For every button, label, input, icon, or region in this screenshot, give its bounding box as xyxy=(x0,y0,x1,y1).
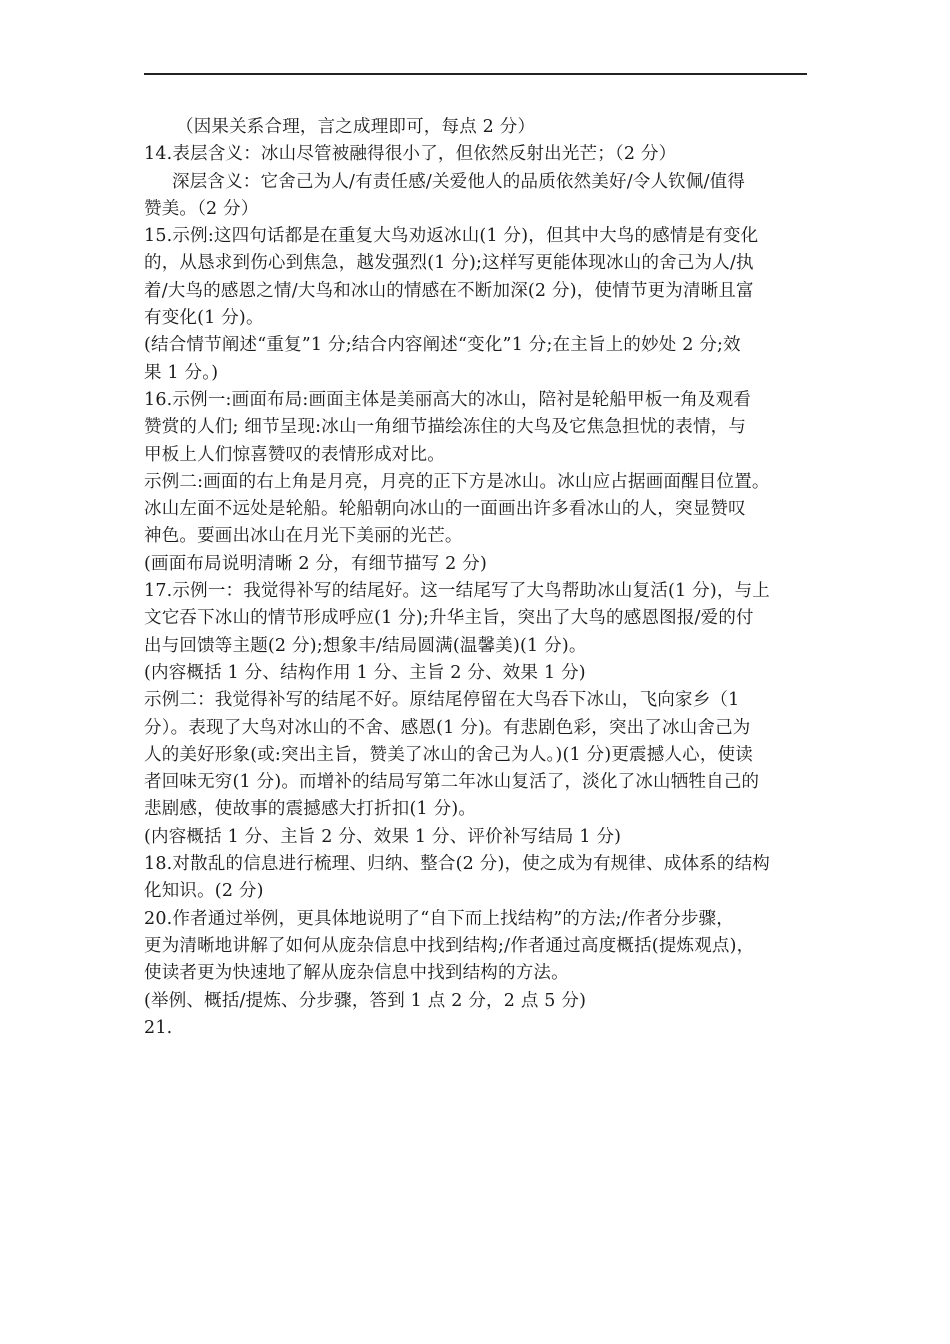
text-line: 15.示例:这四句话都是在重复大鸟劝返冰山(1 分)，但其中大鸟的感情是有变化 xyxy=(144,226,759,247)
text-line: 化知识。(2 分) xyxy=(144,881,264,902)
text-line: 21. xyxy=(144,1017,173,1038)
text-line: (结合情节阐述“重复”1 分;结合内容阐述“变化”1 分;在主旨上的妙处 2 分;效 xyxy=(144,335,741,356)
text-line: 示例二：我觉得补写的结尾不好。原结尾停留在大鸟吞下冰山，飞向家乡（1 xyxy=(144,690,740,711)
answer-document-body xyxy=(144,114,814,1042)
text-line: 冰山左面不远处是轮船。轮船朝向冰山的一面画出许多看冰山的人，突显赞叹 xyxy=(144,499,746,520)
text-line: 着/大鸟的感恩之情/大鸟和冰山的情感在不断加深(2 分)，使情节更为清晰且富 xyxy=(144,280,754,301)
text-line: 有变化(1 分)。 xyxy=(144,308,264,329)
text-line: (内容概括 1 分、主旨 2 分、效果 1 分、评价补写结局 1 分) xyxy=(144,826,622,847)
text-line: 文它吞下冰山的情节形成呼应(1 分);升华主旨，突出了大鸟的感恩图报/爱的付 xyxy=(144,608,754,629)
text-line: 赞美。（2 分） xyxy=(144,198,259,219)
text-line: (内容概括 1 分、结构作用 1 分、主旨 2 分、效果 1 分) xyxy=(144,662,586,683)
header-rule xyxy=(144,73,807,75)
text-line: 赞赏的人们; 细节呈现:冰山一角细节描绘冻住的大鸟及它焦急担忧的表情，与 xyxy=(144,417,747,438)
text-line: 20.作者通过举例，更具体地说明了“自下而上找结构”的方法;/作者分步骤， xyxy=(144,908,734,929)
text-line: 分）。表现了大鸟对冰山的不舍、感恩(1 分)。有悲剧色彩，突出了冰山舍己为 xyxy=(144,717,751,738)
text-line: (举例、概括/提炼、分步骤，答到 1 点 2 分，2 点 5 分) xyxy=(144,990,587,1011)
text-line: （因果关系合理，言之成理即可，每点 2 分） xyxy=(176,117,536,137)
text-line: 示例二:画面的右上角是月亮，月亮的正下方是冰山。冰山应占据画面醒目位置。 xyxy=(144,471,770,492)
text-line: 深层含义：它舍己为人/有责任感/关爱他人的品质依然美好/令人钦佩/值得 xyxy=(172,171,746,192)
text-line: 者回味无穷(1 分)。而增补的结局写第二年冰山复活了，淡化了冰山牺牲自己的 xyxy=(144,772,760,793)
text-line: 果 1 分。) xyxy=(144,362,219,383)
text-line: 16.示例一:画面布局:画面主体是美丽高大的冰山，陪衬是轮船甲板一角及观看 xyxy=(144,389,752,410)
text-line: (画面布局说明清晰 2 分，有细节描写 2 分) xyxy=(144,553,487,574)
text-line: 18.对散乱的信息进行梳理、归纳、整合(2 分)，使之成为有规律、成体系的结构 xyxy=(144,854,770,875)
text-line: 更为清晰地讲解了如何从庞杂信息中找到结构;/作者通过高度概括(提炼观点)， xyxy=(144,935,755,956)
text-line: 悲剧感，使故事的震撼感大打折扣(1 分)。 xyxy=(144,799,477,820)
text-line: 出与回馈等主题(2 分);想象丰/结局圆满(温馨美)(1 分)。 xyxy=(144,635,587,656)
text-line: 甲板上人们惊喜赞叹的表情形成对比。 xyxy=(144,444,445,465)
text-line: 14.表层含义：冰山尽管被融得很小了，但依然反射出光芒；（2 分） xyxy=(144,144,677,165)
text-line: 神色。要画出冰山在月光下美丽的光芒。 xyxy=(144,526,463,547)
text-line: 人的美好形象(或:突出主旨，赞美了冰山的舍己为人。)(1 分)更震撼人心，使读 xyxy=(144,744,753,765)
text-line: 使读者更为快速地了解从庞杂信息中找到结构的方法。 xyxy=(144,963,569,984)
text-line: 17.示例一：我觉得补写的结尾好。这一结尾写了大鸟帮助冰山复活(1 分)，与上 xyxy=(144,581,770,602)
text-line: 的，从恳求到伤心到焦急，越发强烈(1 分);这样写更能体现冰山的舍己为人/执 xyxy=(144,253,754,274)
